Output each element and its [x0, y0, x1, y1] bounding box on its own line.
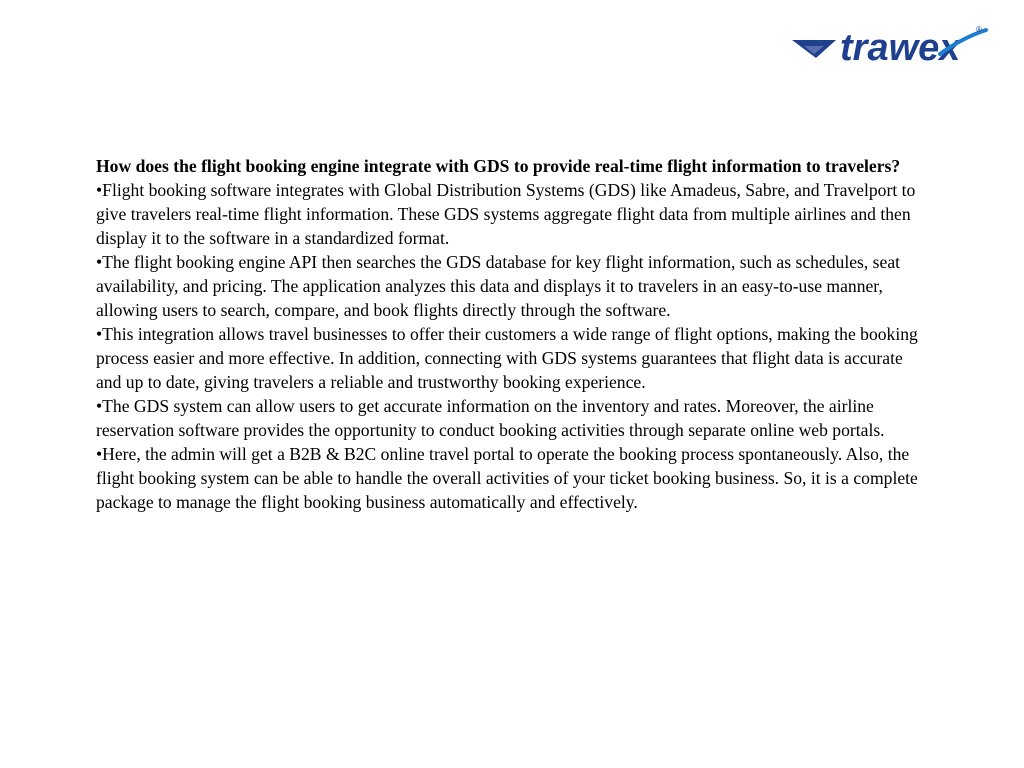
paragraph: •Here, the admin will get a B2B & B2C online travel portal to operate the booking process spontaneously. Also, the flight booking system can be able to handle the overall activities of your ticket booking business. So, it is a complete package to manage the flight booking business automatically and effectively.: [96, 444, 918, 512]
paragraph: •This integration allows travel businesses to offer their customers a wide range of flight options, making the booking process easier and more effective. In addition, connecting with GDS systems guarantees that flight data is accurate and up to date, giving travelers a reliable and trustworthy booking experience.: [96, 324, 918, 392]
trawex-logo-graphic: [790, 24, 990, 66]
article-title: How does the flight booking engine integrate with GDS to provide real-time flight information to travelers?: [96, 156, 901, 176]
brand-wordmark: trawex: [840, 27, 961, 66]
article: [96, 154, 918, 514]
paragraph: •The flight booking engine API then searches the GDS database for key flight information, such as schedules, seat availability, and pricing. The application analyzes this data and displays it to travelers in an easy-to-use manner, allowing users to search, compare, and book flights directly through the software.: [96, 252, 901, 320]
trawex-logo: [790, 24, 990, 66]
paragraph: •Flight booking software integrates with Global Distribution Systems (GDS) like Amadeus, Sabre, and Travelport to give travelers real-time flight information. These GDS systems aggregate flight data from multiple airlines and then display it to the software in a standardized format.: [96, 180, 916, 248]
paragraph: •The GDS system can allow users to get accurate information on the inventory and rates. Moreover, the airline reservation software provides the opportunity to conduct booking activities through separate online web portals.: [96, 396, 885, 440]
registered-mark: ®: [976, 25, 982, 34]
